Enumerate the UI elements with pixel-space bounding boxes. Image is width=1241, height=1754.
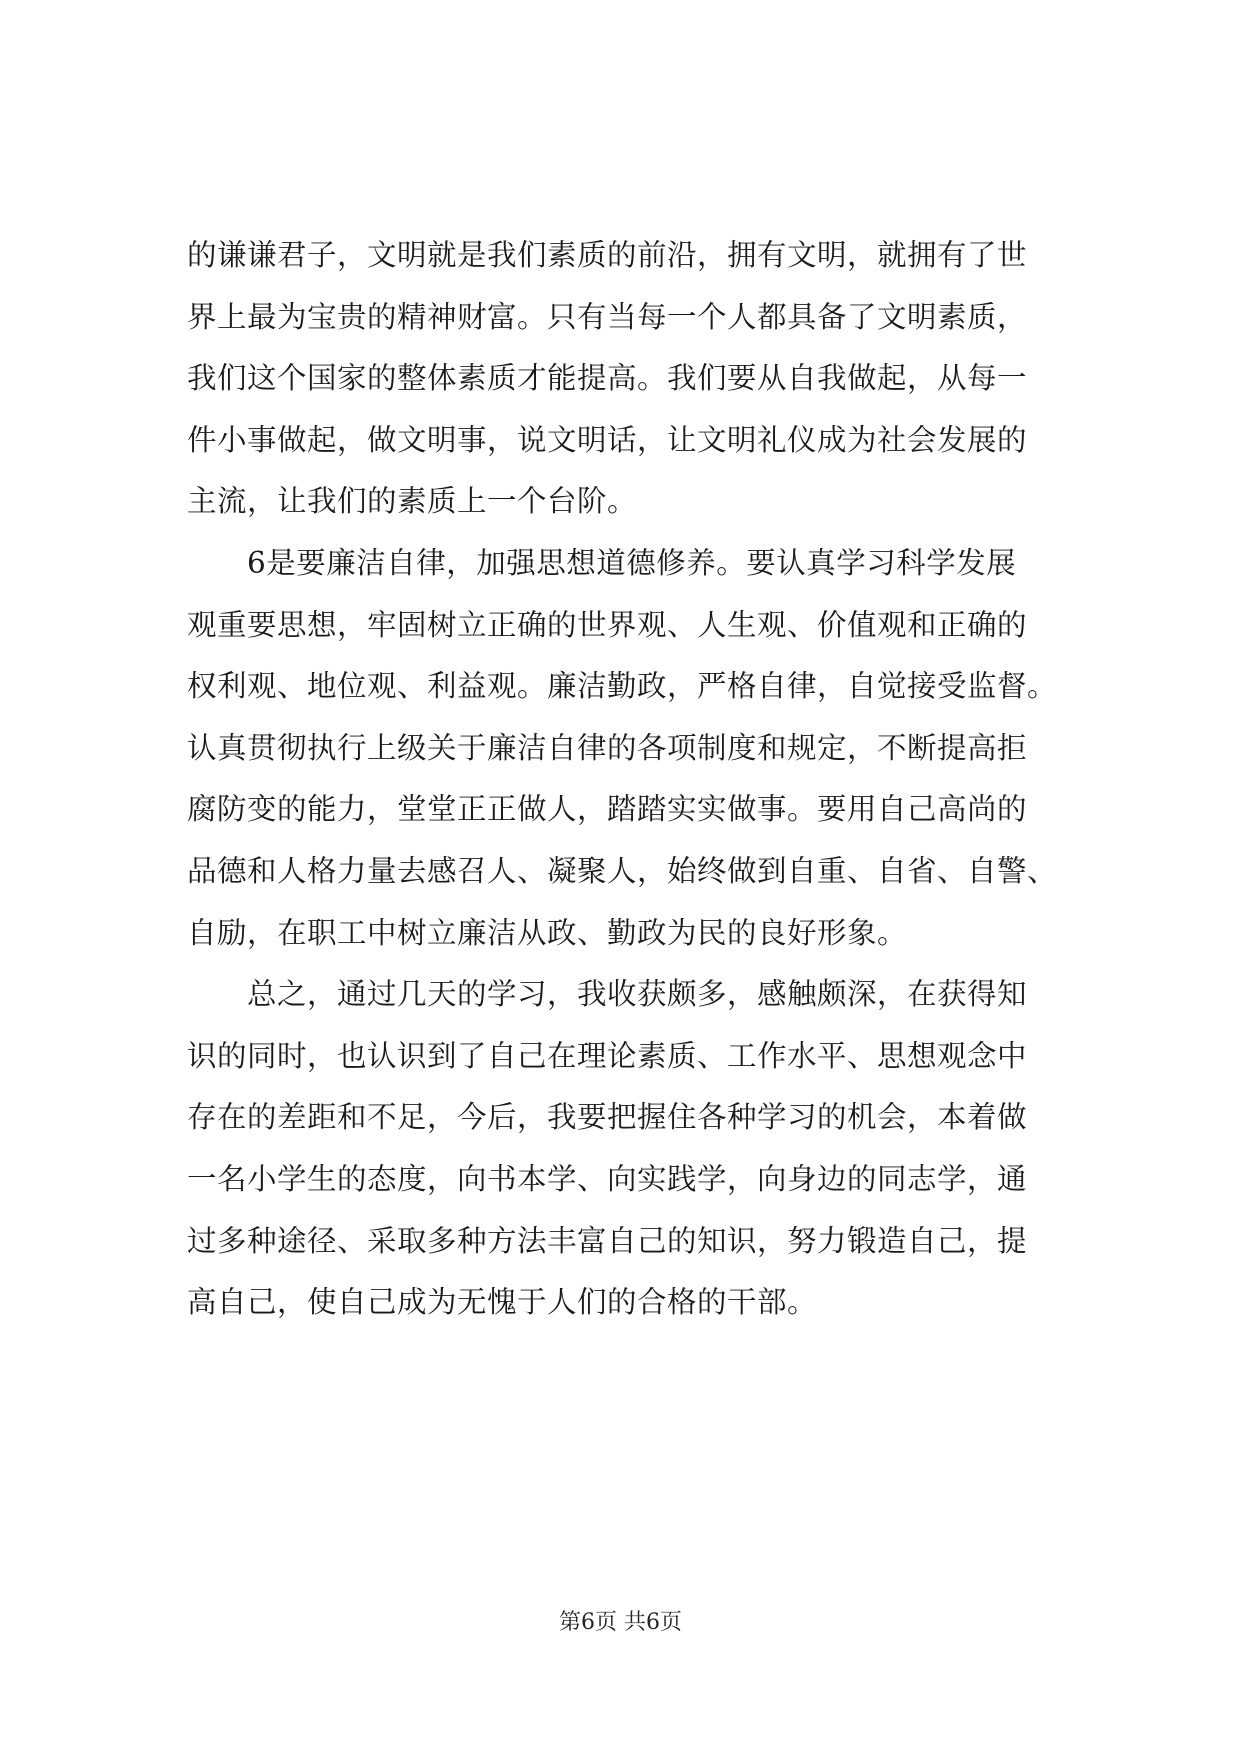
text-line: 识的同时，也认识到了自己在理论素质、工作水平、思想观念中	[187, 1038, 1028, 1073]
text-line: 界上最为宝贵的精神财富。只有当每一个人都具备了文明素质，	[187, 299, 1028, 334]
text-line: 总之，通过几天的学习，我收获颇多，感触颇深，在获得知	[187, 977, 1028, 1012]
text-line: 主流，让我们的素质上一个台阶。	[187, 484, 638, 519]
text-line: 6是要廉洁自律，加强思想道德修养。要认真学习科学发展	[187, 545, 1017, 580]
text-line: 自励，在职工中树立廉洁从政、勤政为民的良好形象。	[187, 915, 908, 950]
page-number-footer: 第6页 共6页	[559, 1610, 682, 1635]
document-body	[187, 225, 1079, 1334]
text-line: 一名小学生的态度，向书本学、向实践学，向身边的同志学，通	[187, 1161, 1028, 1196]
text-line: 的谦谦君子，文明就是我们素质的前沿，拥有文明，就拥有了世	[187, 238, 1028, 272]
text-line: 件小事做起，做文明事，说文明话，让文明礼仪成为社会发展的	[187, 422, 1028, 457]
text-line: 我们这个国家的整体素质才能提高。我们要从自我做起，从每一	[187, 361, 1028, 396]
text-line: 观重要思想，牢固树立正确的世界观、人生观、价值观和正确的	[187, 607, 1028, 642]
text-line: 过多种途径、采取多种方法丰富自己的知识，努力锻造自己，提	[187, 1223, 1028, 1258]
text-line: 权利观、地位观、利益观。廉洁勤政，严格自律，自觉接受监督。	[187, 669, 1058, 704]
text-line: 品德和人格力量去感召人、凝聚人，始终做到自重、自省、自警、	[187, 853, 1058, 888]
text-line: 存在的差距和不足，今后，我要把握住各种学习的机会，本着做	[187, 1100, 1028, 1135]
text-line: 腐防变的能力，堂堂正正做人，踏踏实实做事。要用自己高尚的	[187, 792, 1028, 827]
text-line: 高自己，使自己成为无愧于人们的合格的干部。	[187, 1285, 818, 1320]
text-line: 认真贯彻执行上级关于廉洁自律的各项制度和规定，不断提高拒	[187, 730, 1028, 765]
